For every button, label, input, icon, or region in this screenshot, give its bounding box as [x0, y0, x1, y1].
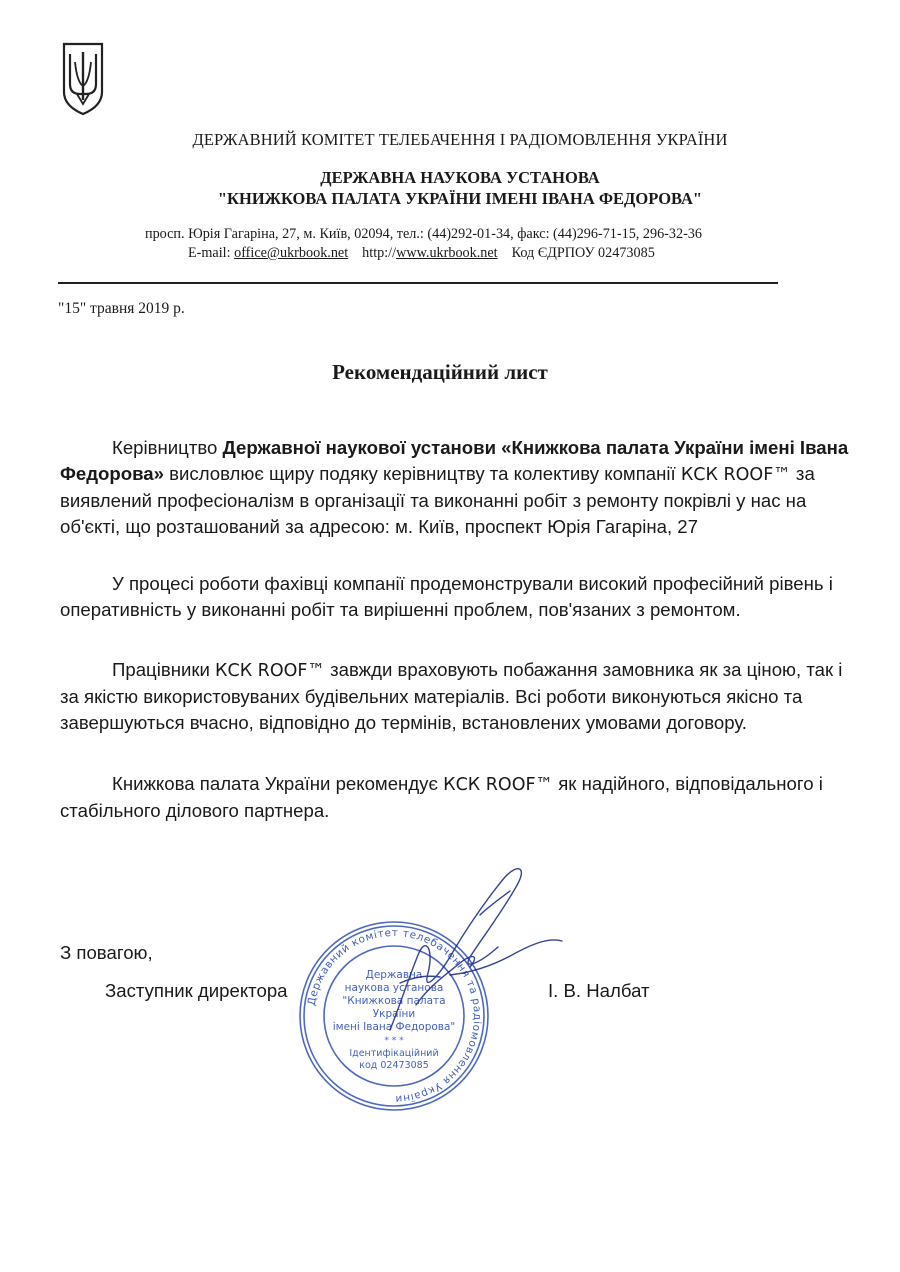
brand-name: КСК ROOF™	[215, 661, 325, 681]
paragraph-1	[60, 435, 850, 540]
closing-regards: З повагою,	[60, 942, 153, 963]
edrpou-code: Код ЄДРПОУ 02473085	[511, 245, 655, 261]
p4-text-b: як надійного, відповідального і стабільного ділового партнера.	[60, 773, 823, 821]
stamp-line-2: наукова установа	[344, 982, 444, 994]
p1-text-a: Керівництво	[112, 437, 223, 458]
stamp-line-4: України	[372, 1008, 416, 1020]
brand-name: КСК ROOF™	[443, 775, 554, 795]
stamp-line-3: "Книжкова палата	[342, 995, 446, 1007]
institution-bold: Державної наукової установи «Книжкова палата України імені Івана Федорова»	[60, 437, 849, 484]
stamp-line-5: імені Івана Федорова"	[332, 1021, 456, 1033]
signer-name: І. В. Налбат	[548, 980, 650, 1001]
stamp-line-1: Державна	[365, 969, 423, 981]
handwritten-signature-icon	[330, 855, 580, 1035]
institution-address: просп. Юрія Гагаріна, 27, м. Київ, 02094, тел.: (44)292-01-34, факс: (44)296-71-15, 296-32-36	[145, 226, 702, 242]
stamp-stars: * * *	[384, 1036, 404, 1046]
p1-text-d: за виявлений професіоналізм в організації та виконанні робіт з ремонту покрівлі у нас на об'єкті, що розташований за адресою: м. Київ, проспект Юрія Гагаріна, 27	[60, 463, 815, 537]
signer-position: Заступник директора	[105, 980, 288, 1001]
header-divider	[58, 282, 778, 284]
p3-text-b: завжди враховують побажання замовника як за ціною, так і за якістю використовуваних будівельних матеріалів. Всі роботи виконуються якісно та завершуються вчасно, відповідно до термінів, встановлених умовами договору.	[60, 659, 843, 733]
email-label: E-mail:	[188, 245, 235, 261]
stamp-outer-text: Державний комітет телебачення та радіомовлення України	[305, 926, 484, 1106]
brand-name: КСК ROOF™	[680, 465, 791, 485]
institution-name-line1: ДЕРЖАВНА НАУКОВА УСТАНОВА	[320, 168, 600, 187]
institution-name-line2: "КНИЖКОВА ПАЛАТА УКРАЇНИ ІМЕНІ ІВАНА ФЕДОРОВА"	[217, 189, 703, 208]
paragraph-2	[60, 571, 860, 623]
p1-text-c: висловлює щиру подяку керівництву та колективу компанії	[163, 463, 681, 484]
web-prefix: http://	[362, 245, 397, 261]
committee-name: ДЕРЖАВНИЙ КОМІТЕТ ТЕЛЕБАЧЕННЯ І РАДІОМОВЛЕННЯ УКРАЇНИ	[192, 130, 728, 149]
contacts-line	[188, 245, 655, 262]
stamp-line-6: Ідентифікаційний	[349, 1048, 439, 1059]
p4-text-a: Книжкова палата України рекомендує	[112, 773, 444, 794]
paragraph-3	[60, 657, 860, 736]
paragraph-4	[60, 771, 860, 824]
p3-text-a: Працівники	[112, 659, 216, 680]
trident-emblem-icon	[58, 40, 108, 116]
letter-title: Рекомендаційний лист	[332, 360, 548, 384]
stamp-line-7: код 02473085	[359, 1060, 429, 1071]
letter-date: "15" травня 2019 р.	[58, 300, 185, 317]
p2-text: У процесі роботи фахівці компанії продемонстрували високий професійний рівень і оперативність у виконанні робіт та вирішенні проблем, пов'язаних з ремонтом.	[60, 573, 833, 620]
email-link[interactable]: office@ukrbook.net	[234, 245, 349, 261]
website-link[interactable]: www.ukrbook.net	[396, 245, 498, 261]
